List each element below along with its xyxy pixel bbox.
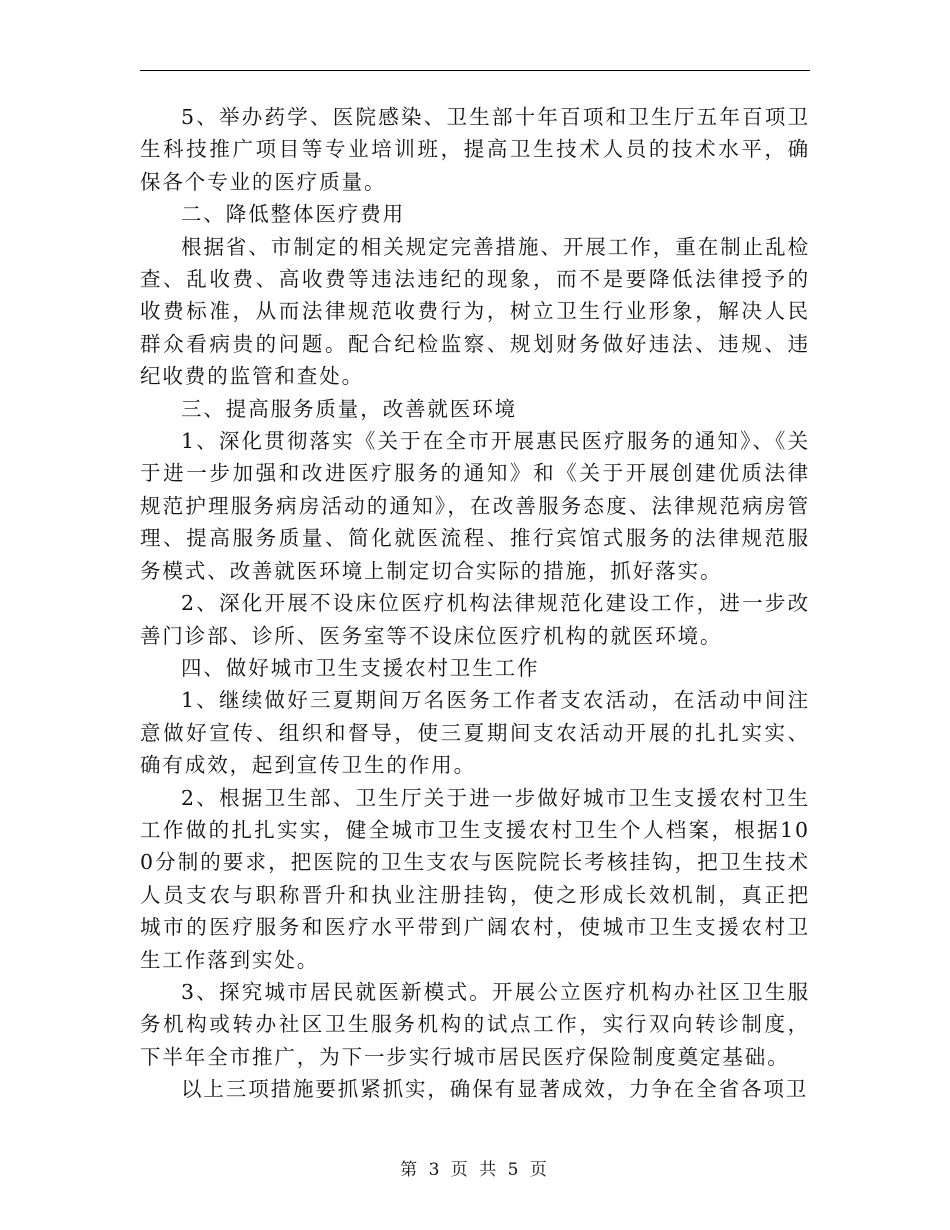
header-rule xyxy=(140,70,810,71)
paragraph-item-3-new-model: 3、探究城市居民就医新模式。开展公立医疗机构办社区卫生服务机构或转办社区卫生服务机构的试点工作，实行双向转诊制度，下半年全市推广，为下一步实行城市居民医疗保险制度奠定基础。 xyxy=(140,979,810,1069)
paragraph-conclusion: 以上三项措施要抓紧抓实，确保有显著成效，力争在全省各项卫 xyxy=(181,1077,809,1102)
section-heading-reduce-costs: 二、降低整体医疗费用 xyxy=(181,202,405,227)
paragraph-item-1-summer-support: 1、继续做好三夏期间万名医务工作者支农活动，在活动中间注意做好宣传、组织和督导，使三夏期间支农活动开展的扎扎实实、确有成效，起到宣传卫生的作用。 xyxy=(140,688,810,778)
document-body xyxy=(140,101,810,1106)
paragraph-item-2-rural-archive: 2、根据卫生部、卫生厅关于进一步做好城市卫生支援农村卫生工作做的扎扎实实，健全城市卫生支援农村卫生个人档案，根据100分制的要求，把医院的卫生支农与医院院长考核挂钩，把卫生技术人员支农与职称晋升和执业注册挂钩，使之形成长效机制，真正把城市的医疗服务和医疗水平带到广阔农村，使城市卫生支援农村卫生工作落到实处。 xyxy=(140,785,810,972)
paragraph-fee-regulation: 根据省、市制定的相关规定完善措施、开展工作，重在制止乱检查、乱收费、高收费等违法违纪的现象，而不是要降低法律授予的收费标准，从而法律规范收费行为，树立卫生行业形象，解决人民群众看病贵的问题。配合纪检监察、规划财务做好违法、违规、违纪收费的监管和查处。 xyxy=(140,234,810,389)
page-footer: 第 3 页 共 5 页 xyxy=(400,1160,550,1180)
section-heading-rural-support: 四、做好城市卫生支援农村卫生工作 xyxy=(181,655,540,680)
paragraph-item-1-service: 1、深化贯彻落实《关于在全市开展惠民医疗服务的通知》、《关于进一步加强和改进医疗服务的通知》和《关于开展创建优质法律规范护理服务病房活动的通知》，在改善服务态度、法律规范病房管理、提高服务质量、简化就医流程、推行宾馆式服务的法律规范服务模式、改善就医环境上制定切合实际的措施，抓好落实。 xyxy=(140,429,810,583)
paragraph-item-2-clinics: 2、深化开展不设床位医疗机构法律规范化建设工作，进一步改善门诊部、诊所、医务室等不设床位医疗机构的就医环境。 xyxy=(140,591,810,648)
section-heading-service-quality: 三、提高服务质量，改善就医环境 xyxy=(181,396,517,421)
paragraph-item-5-training: 5、举办药学、医院感染、卫生部十年百项和卫生厅五年百项卫生科技推广项目等专业培训班，提高卫生技术人员的技术水平，确保各个专业的医疗质量。 xyxy=(140,105,810,194)
